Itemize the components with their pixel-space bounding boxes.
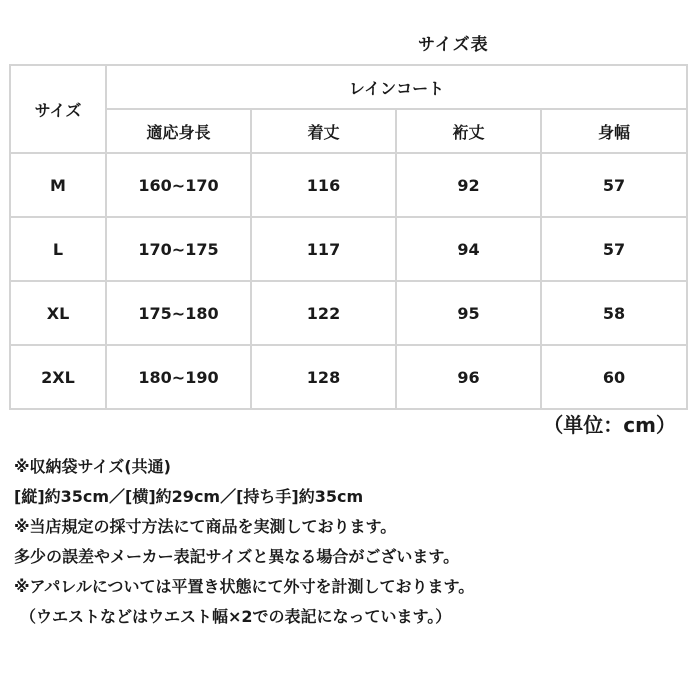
height-cell: 160~170 — [106, 153, 251, 217]
height-cell: 180~190 — [106, 345, 251, 409]
sleeve-cell: 95 — [396, 281, 541, 345]
table-row — [10, 153, 687, 217]
notes-section — [14, 452, 694, 632]
raincoat-header-cell: レインコート — [106, 65, 687, 109]
size-cell: L — [10, 217, 106, 281]
length-cell: 117 — [251, 217, 396, 281]
size-cell: XL — [10, 281, 106, 345]
column-header-height: 適応身長 — [106, 109, 251, 153]
sleeve-cell: 94 — [396, 217, 541, 281]
length-cell: 122 — [251, 281, 396, 345]
table-header-row — [10, 65, 687, 109]
column-header-width: 身幅 — [541, 109, 687, 153]
table-row — [10, 281, 687, 345]
column-header-sleeve: 裄丈 — [396, 109, 541, 153]
page-title: サイズ表 — [418, 35, 489, 55]
size-table — [9, 64, 688, 410]
waist-note: （ウエストなどはウエスト幅×2での表記になっています。） — [20, 607, 452, 626]
column-header-length: 着丈 — [251, 109, 396, 153]
length-cell: 128 — [251, 345, 396, 409]
length-cell: 116 — [251, 153, 396, 217]
table-row — [10, 345, 687, 409]
table-row — [10, 217, 687, 281]
width-cell: 57 — [541, 217, 687, 281]
size-cell: M — [10, 153, 106, 217]
width-cell: 58 — [541, 281, 687, 345]
measurement-note: ※当店規定の採寸方法にて商品を実測しております。 — [14, 517, 397, 536]
storage-bag-dimensions: [縦]約35cm／[横]約29cm／[持ち手]約35cm — [14, 487, 364, 506]
apparel-note: ※アパレルについては平置き状態にて外寸を計測しております。 — [14, 577, 475, 596]
sleeve-cell: 96 — [396, 345, 541, 409]
height-cell: 175~180 — [106, 281, 251, 345]
width-cell: 60 — [541, 345, 687, 409]
sleeve-cell: 92 — [396, 153, 541, 217]
storage-bag-note: ※収納袋サイズ(共通) — [14, 457, 171, 476]
size-cell: 2XL — [10, 345, 106, 409]
size-header-cell: サイズ — [10, 65, 106, 153]
tolerance-note: 多少の誤差やメーカー表記サイズと異なる場合がございます。 — [14, 547, 460, 566]
unit-label: （単位：cm） — [543, 413, 676, 437]
height-cell: 170~175 — [106, 217, 251, 281]
width-cell: 57 — [541, 153, 687, 217]
table-subheader-row — [10, 109, 687, 153]
